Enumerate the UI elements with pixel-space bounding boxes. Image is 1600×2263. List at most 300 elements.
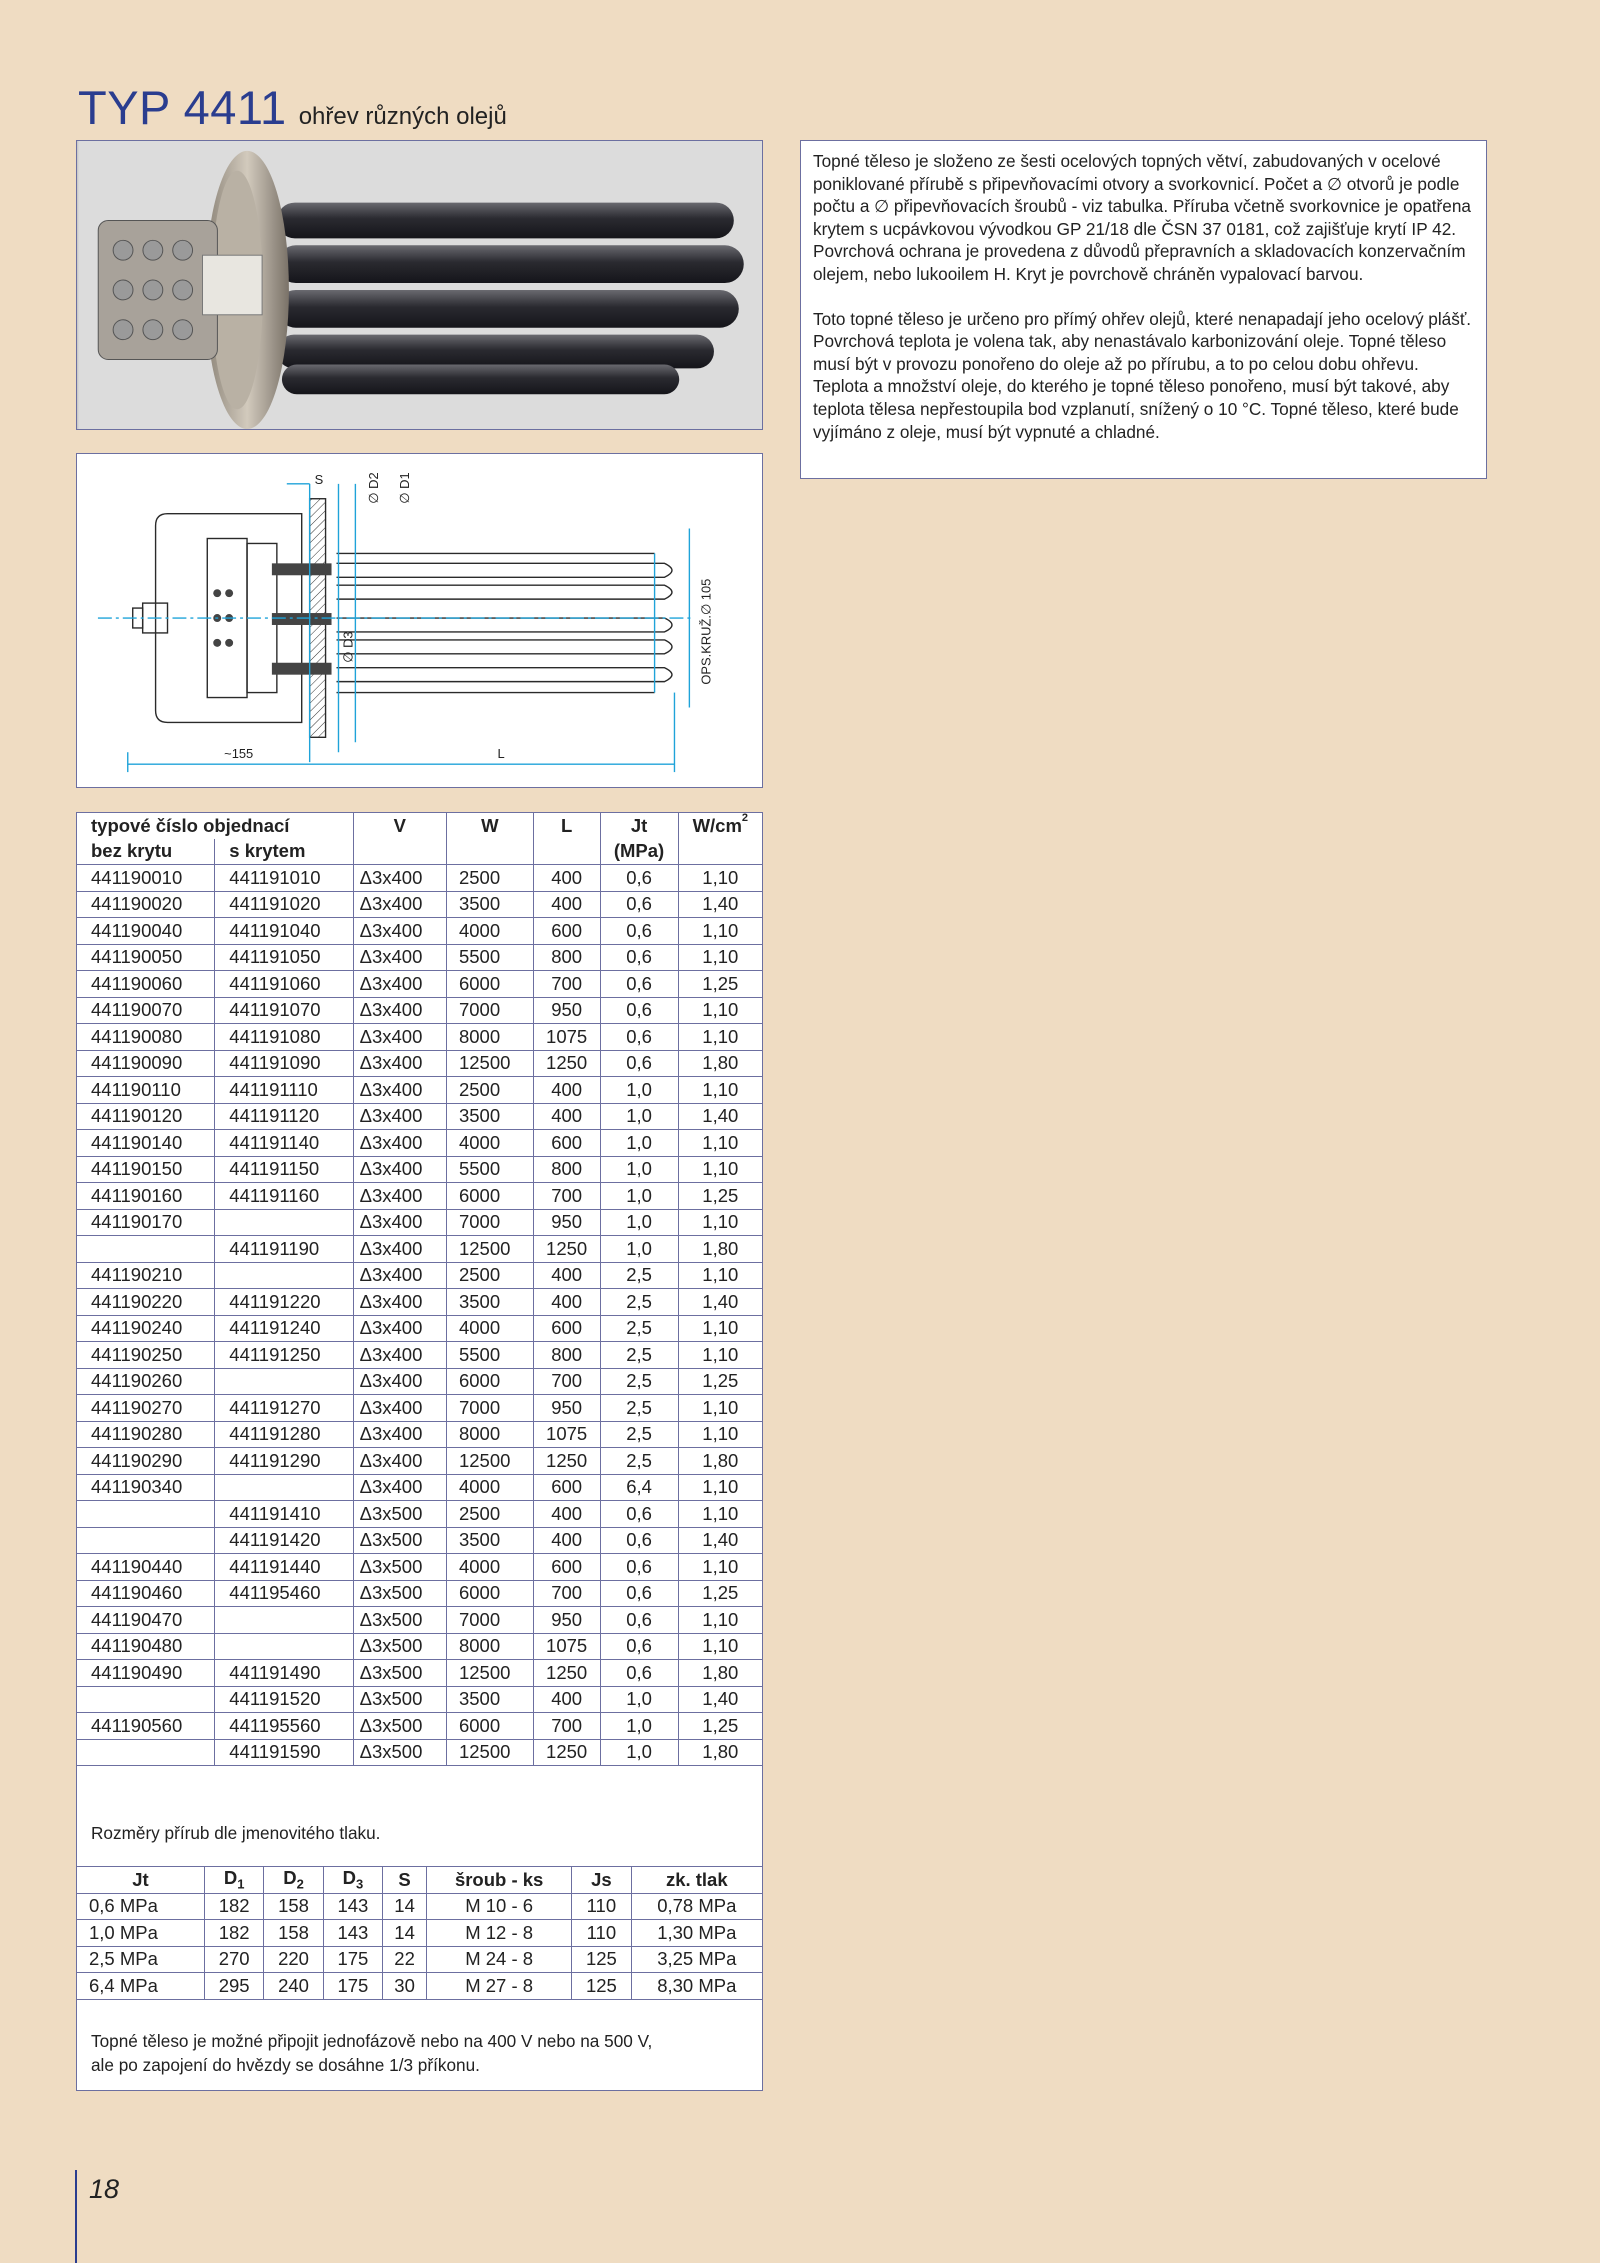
table-cell: 4000	[446, 1315, 533, 1342]
table-cell: 8000	[446, 1024, 533, 1051]
table-row	[77, 1501, 763, 1528]
table-cell: 1075	[533, 1421, 600, 1448]
table-cell: 1250	[533, 1448, 600, 1475]
dim-ops: OPS.KRUŽ.∅ 105	[698, 578, 714, 685]
table-cell: 1,40	[678, 1527, 762, 1554]
table-cell: 1,40	[678, 1289, 762, 1316]
table-cell: 400	[533, 1289, 600, 1316]
table-cell: 1,10	[678, 1395, 762, 1422]
table-cell: 441191190	[215, 1236, 353, 1263]
table-cell: 441190470	[77, 1607, 215, 1634]
table-cell: Δ3x500	[353, 1660, 446, 1687]
table-cell: 441191110	[215, 1077, 353, 1104]
table-cell: 7000	[446, 1607, 533, 1634]
table-row	[77, 1421, 763, 1448]
table-cell: Δ3x400	[353, 1421, 446, 1448]
table-cell: 2500	[446, 1077, 533, 1104]
table-cell: 1,10	[678, 1156, 762, 1183]
table-cell: 600	[533, 1474, 600, 1501]
table-cell	[215, 1474, 353, 1501]
table-cell: 441191120	[215, 1103, 353, 1130]
table-cell: 441190240	[77, 1315, 215, 1342]
table-cell: 441191020	[215, 891, 353, 918]
table-cell: 158	[264, 1893, 323, 1920]
table-cell: 270	[204, 1946, 263, 1973]
table-cell	[77, 1501, 215, 1528]
table-cell: Δ3x400	[353, 1289, 446, 1316]
table-cell: 0,78 MPa	[631, 1893, 762, 1920]
table-cell: 441191010	[215, 865, 353, 892]
table-cell: 2,5	[600, 1368, 678, 1395]
table-cell: 5500	[446, 1342, 533, 1369]
table-cell: 14	[383, 1920, 427, 1947]
table-cell: 441190290	[77, 1448, 215, 1475]
table-row	[77, 1554, 763, 1581]
table-cell: 1,80	[678, 1448, 762, 1475]
table-cell: 441191150	[215, 1156, 353, 1183]
table-cell	[77, 1739, 215, 1766]
table-cell: Δ3x500	[353, 1527, 446, 1554]
table-cell: 0,6	[600, 1607, 678, 1634]
table-cell: 4000	[446, 918, 533, 945]
table-cell: 1,10	[678, 1024, 762, 1051]
table-cell: 3500	[446, 1289, 533, 1316]
table-cell: 14	[383, 1893, 427, 1920]
table-row	[77, 1050, 763, 1077]
table-cell: 0,6	[600, 997, 678, 1024]
table-cell: 700	[533, 1183, 600, 1210]
table-cell: M 24 - 8	[427, 1946, 572, 1973]
table-cell: 441190140	[77, 1130, 215, 1157]
order-table	[76, 812, 763, 1766]
table-cell: 441191160	[215, 1183, 353, 1210]
table-cell: 1,10	[678, 1421, 762, 1448]
table-cell: 1,0	[600, 1739, 678, 1766]
table-cell: 1,40	[678, 891, 762, 918]
table-cell: 600	[533, 1315, 600, 1342]
table-cell	[215, 1262, 353, 1289]
table-cell: 441190010	[77, 865, 215, 892]
table-cell: 12500	[446, 1050, 533, 1077]
table-row	[77, 1973, 763, 2000]
table-cell: 441190170	[77, 1209, 215, 1236]
table-cell: 1,10	[678, 1342, 762, 1369]
table-cell: 5500	[446, 1156, 533, 1183]
description-box	[800, 140, 1487, 479]
table-cell: 1,25	[678, 1580, 762, 1607]
table-cell: Δ3x400	[353, 1448, 446, 1475]
table-cell: 1,10	[678, 865, 762, 892]
table-cell: Δ3x400	[353, 1342, 446, 1369]
table-cell: Δ3x400	[353, 1156, 446, 1183]
table-cell: 12500	[446, 1236, 533, 1263]
flange-table	[76, 1866, 763, 2000]
table-cell: Δ3x400	[353, 1183, 446, 1210]
table-cell: 0,6 MPa	[77, 1893, 205, 1920]
table-cell: 295	[204, 1973, 263, 2000]
dim-l: L	[497, 746, 505, 762]
table-cell: 400	[533, 1262, 600, 1289]
table-cell: 0,6	[600, 1660, 678, 1687]
table-row	[77, 1077, 763, 1104]
table-cell: Δ3x400	[353, 1130, 446, 1157]
table-cell: Δ3x500	[353, 1739, 446, 1766]
table-row	[77, 1209, 763, 1236]
table-cell: 700	[533, 1580, 600, 1607]
table-cell: 700	[533, 1368, 600, 1395]
table-cell: 6,4	[600, 1474, 678, 1501]
table-cell: 441190250	[77, 1342, 215, 1369]
table-cell: 400	[533, 1501, 600, 1528]
table-cell: 4000	[446, 1130, 533, 1157]
table-cell: 441191060	[215, 971, 353, 998]
table-cell: Δ3x400	[353, 1077, 446, 1104]
table-row	[77, 1713, 763, 1740]
dim-155: ~155	[224, 746, 254, 762]
table-cell: 1,0	[600, 1077, 678, 1104]
table-cell: Δ3x500	[353, 1580, 446, 1607]
order-table-header-top	[77, 813, 763, 839]
table-row	[77, 891, 763, 918]
table-cell: 441191280	[215, 1421, 353, 1448]
table-cell: 800	[533, 944, 600, 971]
table-cell	[77, 1686, 215, 1713]
table-cell: 1,10	[678, 1607, 762, 1634]
table-row	[77, 1262, 763, 1289]
table-cell: 1,10	[678, 1262, 762, 1289]
table-cell: 6,4 MPa	[77, 1973, 205, 2000]
table-cell: 2,5 MPa	[77, 1946, 205, 1973]
table-cell: 1,0	[600, 1183, 678, 1210]
table-cell: 182	[204, 1893, 263, 1920]
table-cell: 441190440	[77, 1554, 215, 1581]
table-row	[77, 1368, 763, 1395]
table-cell: 6000	[446, 1368, 533, 1395]
table-cell	[215, 1209, 353, 1236]
table-cell: Δ3x400	[353, 891, 446, 918]
table-cell: 1,10	[678, 1633, 762, 1660]
table-cell: 1,0	[600, 1156, 678, 1183]
table-cell: 110	[572, 1893, 631, 1920]
table-cell	[215, 1368, 353, 1395]
table-row	[77, 1686, 763, 1713]
table-cell	[77, 1527, 215, 1554]
table-cell: 1,80	[678, 1739, 762, 1766]
table-cell: 441191270	[215, 1395, 353, 1422]
table-cell: 4000	[446, 1554, 533, 1581]
table-cell: 441190070	[77, 997, 215, 1024]
table-row	[77, 997, 763, 1024]
table-cell: 143	[323, 1893, 382, 1920]
table-row	[77, 865, 763, 892]
header-l: L	[533, 813, 600, 839]
table-row	[77, 1474, 763, 1501]
table-cell: 1075	[533, 1024, 600, 1051]
table-cell: 5500	[446, 944, 533, 971]
table-row	[77, 1130, 763, 1157]
table-cell: 0,6	[600, 1501, 678, 1528]
table-cell: 400	[533, 1077, 600, 1104]
table-cell: 950	[533, 1209, 600, 1236]
table-cell: Δ3x500	[353, 1554, 446, 1581]
table-row	[77, 1024, 763, 1051]
header-with-cover: s krytem	[215, 839, 353, 865]
table-cell: Δ3x400	[353, 1024, 446, 1051]
table-cell: 1,25	[678, 1368, 762, 1395]
table-cell	[77, 1236, 215, 1263]
table-cell: 1,30 MPa	[631, 1920, 762, 1947]
table-cell: 441191080	[215, 1024, 353, 1051]
table-cell: 800	[533, 1342, 600, 1369]
type-title: TYP 4411	[78, 81, 287, 134]
table-cell: 950	[533, 997, 600, 1024]
table-cell: Δ3x400	[353, 1236, 446, 1263]
table-cell: 0,6	[600, 1580, 678, 1607]
table-cell: 1250	[533, 1236, 600, 1263]
table-cell: 2,5	[600, 1421, 678, 1448]
table-cell: 400	[533, 1103, 600, 1130]
table-cell: 441190210	[77, 1262, 215, 1289]
table-cell: Δ3x400	[353, 1395, 446, 1422]
flange-header-cell: $D_3$	[323, 1867, 382, 1894]
table-cell: 1,25	[678, 1183, 762, 1210]
table-cell: 0,6	[600, 1527, 678, 1554]
table-cell: Δ3x500	[353, 1607, 446, 1634]
table-cell: Δ3x400	[353, 865, 446, 892]
table-cell: 441190050	[77, 944, 215, 971]
table-cell: 441190560	[77, 1713, 215, 1740]
table-cell: 158	[264, 1920, 323, 1947]
table-cell: 441191490	[215, 1660, 353, 1687]
table-cell: 441195560	[215, 1713, 353, 1740]
table-row	[77, 944, 763, 971]
table-cell: Δ3x500	[353, 1501, 446, 1528]
table-cell	[215, 1607, 353, 1634]
table-cell: 441195460	[215, 1580, 353, 1607]
table-cell: 8000	[446, 1421, 533, 1448]
table-row	[77, 1920, 763, 1947]
table-cell: 1,0	[600, 1236, 678, 1263]
flange-header-cell: $D_1$	[204, 1867, 263, 1894]
connection-note-line-2: ale po zapojení do hvězdy se dosáhne 1/3 příkonu.	[91, 2055, 480, 2075]
table-cell: 1,10	[678, 1315, 762, 1342]
page-margin-line	[75, 2170, 77, 2263]
table-cell: 441190090	[77, 1050, 215, 1077]
table-cell: 1,0 MPa	[77, 1920, 205, 1947]
header-order-number: typové číslo objednací	[77, 813, 354, 839]
flange-header-cell: Jt	[77, 1867, 205, 1894]
table-cell: Δ3x400	[353, 997, 446, 1024]
table-cell: Δ3x500	[353, 1633, 446, 1660]
table-cell: 12500	[446, 1448, 533, 1475]
table-cell: 7000	[446, 1209, 533, 1236]
connection-note-line-1: Topné těleso je možné připojit jednofázově nebo na 400 V nebo na 500 V,	[91, 2031, 653, 2051]
table-row	[77, 1660, 763, 1687]
table-cell: 441191590	[215, 1739, 353, 1766]
table-cell: 1,0	[600, 1130, 678, 1157]
table-cell: 441190280	[77, 1421, 215, 1448]
table-cell: 441191140	[215, 1130, 353, 1157]
table-cell: 2500	[446, 1501, 533, 1528]
table-cell: 441191250	[215, 1342, 353, 1369]
table-cell: 3500	[446, 891, 533, 918]
connection-note	[91, 2029, 652, 2077]
table-row	[77, 1156, 763, 1183]
table-row	[77, 1527, 763, 1554]
table-row	[77, 1395, 763, 1422]
table-cell: 700	[533, 1713, 600, 1740]
table-cell: 441190490	[77, 1660, 215, 1687]
table-cell: 1,10	[678, 1501, 762, 1528]
table-cell: Δ3x400	[353, 944, 446, 971]
table-cell: 441190060	[77, 971, 215, 998]
table-cell: 0,6	[600, 865, 678, 892]
table-row	[77, 1289, 763, 1316]
table-cell: 1,10	[678, 1209, 762, 1236]
table-cell: 22	[383, 1946, 427, 1973]
flange-table-header	[77, 1867, 763, 1894]
table-cell: 1,10	[678, 918, 762, 945]
table-cell: 441190270	[77, 1395, 215, 1422]
table-cell: 950	[533, 1395, 600, 1422]
table-cell: 441190160	[77, 1183, 215, 1210]
table-cell: 1,10	[678, 997, 762, 1024]
table-cell: 1,25	[678, 971, 762, 998]
table-cell: 441191040	[215, 918, 353, 945]
header-w: W	[446, 813, 533, 839]
flange-header-cell: Js	[572, 1867, 631, 1894]
table-cell: 2,5	[600, 1448, 678, 1475]
table-cell: Δ3x500	[353, 1713, 446, 1740]
table-cell: M 12 - 8	[427, 1920, 572, 1947]
table-cell: 1,0	[600, 1209, 678, 1236]
table-cell: 1,10	[678, 1077, 762, 1104]
table-cell: Δ3x400	[353, 1103, 446, 1130]
table-cell: 0,6	[600, 1050, 678, 1077]
table-cell: 800	[533, 1156, 600, 1183]
table-cell: 441190120	[77, 1103, 215, 1130]
table-row	[77, 1633, 763, 1660]
table-cell: 6000	[446, 1183, 533, 1210]
table-cell: 1250	[533, 1739, 600, 1766]
table-cell: 441191420	[215, 1527, 353, 1554]
table-cell: 0,6	[600, 971, 678, 998]
table-cell: 3500	[446, 1103, 533, 1130]
table-cell	[215, 1633, 353, 1660]
table-cell: 441190260	[77, 1368, 215, 1395]
table-cell: 2,5	[600, 1342, 678, 1369]
table-cell: 0,6	[600, 944, 678, 971]
table-cell: 441191050	[215, 944, 353, 971]
table-cell: 400	[533, 1686, 600, 1713]
table-cell: 0,6	[600, 1554, 678, 1581]
table-cell: 2,5	[600, 1289, 678, 1316]
table-cell: 3500	[446, 1527, 533, 1554]
table-cell: 2,5	[600, 1262, 678, 1289]
header-jt: Jt	[600, 813, 678, 839]
table-cell: 441190480	[77, 1633, 215, 1660]
table-cell: 441190110	[77, 1077, 215, 1104]
table-cell: 1250	[533, 1660, 600, 1687]
table-row	[77, 1946, 763, 1973]
table-cell: 30	[383, 1973, 427, 2000]
table-cell: 182	[204, 1920, 263, 1947]
table-cell: 1,0	[600, 1713, 678, 1740]
table-cell: 143	[323, 1920, 382, 1947]
table-cell: Δ3x500	[353, 1686, 446, 1713]
table-cell: 441190460	[77, 1580, 215, 1607]
table-cell: Δ3x400	[353, 1209, 446, 1236]
table-cell: 1,25	[678, 1713, 762, 1740]
table-cell: 441190340	[77, 1474, 215, 1501]
table-cell: 6000	[446, 971, 533, 998]
table-cell: 1250	[533, 1050, 600, 1077]
table-cell: 1,80	[678, 1236, 762, 1263]
description-paragraph-1: Topné těleso je složeno ze šesti ocelových topných větví, zabudovaných v ocelové poniklované přírubě s připevňovacími otvory a svorkovnicí. Počet a ∅ otvorů je podle počtu a ∅ připevňovacích šroubů - viz tabulka. Příruba včetně svorkovnice je opatřena krytem s ucpávkovou vývodkou GP 21/18 dle ČSN 37 0181, což zajišťuje krytí IP 42. Povrchová ochrana je provedena z důvodů přepravních a skladovacích konzervačním olejem, nebo lukooilem H. Kryt je povrchově chráněn vypalovací barvou.	[813, 151, 1471, 284]
table-cell: 700	[533, 971, 600, 998]
table-cell: 441191090	[215, 1050, 353, 1077]
table-row	[77, 1315, 763, 1342]
dim-d3: ∅ D3	[340, 631, 356, 663]
description-paragraph-2: Toto topné těleso je určeno pro přímý ohřev olejů, které nenapadají jeho ocelový plášť. Povrchová teplota je volena tak, aby nenastávalo karbonizování oleje. Topné těleso musí být v provozu ponořeno do oleje až po přírubu, a to po celou dobu ohřevu. Teplota a množství oleje, do kterého je topné těleso ponořeno, musí být takové, aby teplota tělesa nepřestoupila bod vzplanutí, snížený o 10 °C. Topné těleso, které bude vyjímáno z oleje, musí být vypnuté a chladné.	[813, 308, 1472, 442]
table-cell: 441190020	[77, 891, 215, 918]
header-wcm: $W/cm^2$	[678, 813, 762, 839]
table-cell: 125	[572, 1973, 631, 2000]
table-cell: Δ3x400	[353, 1050, 446, 1077]
table-cell: 8000	[446, 1633, 533, 1660]
table-cell: 441191240	[215, 1315, 353, 1342]
table-cell: 1,10	[678, 1554, 762, 1581]
table-row	[77, 1448, 763, 1475]
tables-box	[76, 812, 763, 2091]
table-cell: 441190150	[77, 1156, 215, 1183]
table-cell: M 27 - 8	[427, 1973, 572, 2000]
dim-s: S	[314, 471, 324, 487]
table-cell: 12500	[446, 1739, 533, 1766]
table-cell: Δ3x400	[353, 971, 446, 998]
table-cell: 441190080	[77, 1024, 215, 1051]
table-cell: 3500	[446, 1686, 533, 1713]
table-row	[77, 1183, 763, 1210]
page-number: 18	[89, 2174, 120, 2204]
table-cell: 2,5	[600, 1315, 678, 1342]
table-cell: 0,6	[600, 1633, 678, 1660]
table-cell: 1,0	[600, 1103, 678, 1130]
table-row	[77, 1236, 763, 1263]
flange-header-cell: šroub - ks	[427, 1867, 572, 1894]
table-cell: 1075	[533, 1633, 600, 1660]
table-cell: 2500	[446, 1262, 533, 1289]
technical-drawing	[76, 453, 763, 788]
table-cell: Δ3x400	[353, 918, 446, 945]
table-cell: M 10 - 6	[427, 1893, 572, 1920]
table-cell: 0,6	[600, 918, 678, 945]
table-cell: 1,80	[678, 1660, 762, 1687]
table-cell: 7000	[446, 1395, 533, 1422]
table-cell: 441191410	[215, 1501, 353, 1528]
table-cell: Δ3x400	[353, 1262, 446, 1289]
table-cell: 6000	[446, 1713, 533, 1740]
table-cell: 1,40	[678, 1103, 762, 1130]
table-cell: 600	[533, 918, 600, 945]
flange-note: Rozměry přírub dle jmenovitého tlaku.	[91, 1823, 381, 1843]
type-subtitle: ohřev různých olejů	[298, 103, 507, 130]
dim-d1: ∅ D1	[397, 472, 413, 504]
table-cell: 2,5	[600, 1395, 678, 1422]
table-cell: 12500	[446, 1660, 533, 1687]
dim-d2: ∅ D2	[366, 472, 382, 504]
table-cell: 175	[323, 1973, 382, 2000]
